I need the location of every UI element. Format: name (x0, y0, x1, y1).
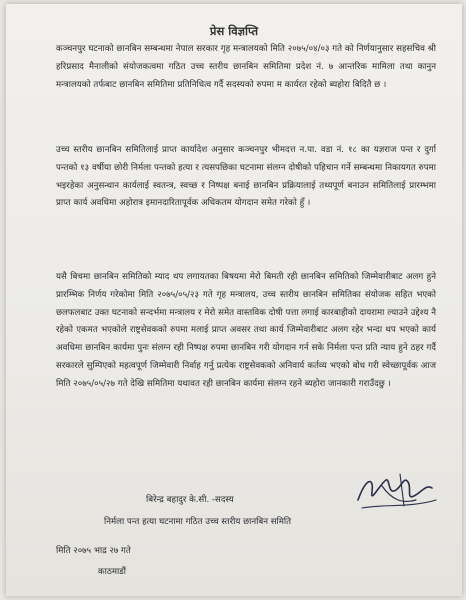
date-line: मिति २०७५ भाद्र २७ गते (56, 546, 131, 556)
place-name: काठमाडौं (98, 567, 127, 577)
document-title: प्रेस विज्ञप्ति (209, 24, 259, 38)
handwritten-signature (352, 470, 442, 514)
paragraph-2: उच्च स्तरीय छानबिन समितिलाई प्राप्त कार्यादेश अनुसार कञ्चनपुर भीमदत्त न.पा. वडा नं. १८ का यज्ञराज पन्त र दुर्गा पन्तको १३ वर्षीया छोरी निर्मला पन्तको हत्या र त्यसपछिका घटनामा संलग्न दोषीको पहिचान गर्ने सम्बन्धमा निकायगत रुपमा भइरहेका अनुसन्धान कार्यलाई स्वतन्त्र, स्वच्छ र निष्पक्ष बनाई छानबिन प्रक्रियालाई तथ्यपूर्ण बनाउन समितिलाई प्रारम्भमा प्राप्त कार्य अवधिमा अहोरात्र इमानदारितापूर्वक अधिकतम योगदान समेत गरेको हुँ । (56, 145, 436, 209)
paragraph-1: कञ्चनपुर घटनाको छानबिन सम्बन्धमा नेपाल सरकार गृह मन्त्रालयको मिति २०७५/०४/०३ गते को निर्णयानुसार सहसचिव श्री हरिप्रसाद मैनालीको संयोजकत्वमा गठित उच्च स्तरीय छानबिन समितिमा प्रदेश नं. ७ आन्तरिक मामिला तथा कानुन मन्त्रालयको तर्फबाट छानबिन समितिमा प्रतिनिधित्व गर्दै सदस्यको रुपमा म कार्यरत रहेको ब्यहोरा बिदितै छ । (56, 44, 436, 90)
document-page (6, 4, 462, 596)
signatory-name: बिरेन्द्र बहादुर के.सी. -सदस्य (146, 495, 234, 505)
paragraph-3: यसै बिचमा छानबिन समितिको म्याद थप लगायतका बिषयमा मेरो बिमती रही छानबिन समितिको जिम्मेवारीबाट अलग हुने प्रारम्भिक निर्णय गरेकोमा मिति २०७५/०५/२३ गते गृह मन्त्रालय, उच्च स्तरीय छानबिन समितिका संयोजक सहित भएको छलफलबाट उक्त घटनाको सन्दर्भमा मन्त्रालय र मेरो समेत वास्तविक दोषी पत्ता लगाई कारबाहीको दायरामा ल्याउने उद्देश्य नै रहेको एकमत भएकोले राष्ट्रसेवकको रुपमा मलाई प्राप्त अवसर तथा कार्य जिम्मेवारीबाट अलग रहेर भन्दा थप भएको कार्य अवधिमा छानबिन कार्यमा पुनः संलग्न रही निष्पक्ष रुपमा छानबिन गरी योगदान गर्न सके निर्मला पन्त प्रति न्याय हुने ठहर गर्दै सरकारले सुम्पिएको महत्वपूर्ण जिम्मेवारी निर्वाह गर्नु प्रत्येक राष्ट्रसेवकको अनिवार्य कर्तव्य भएको बोध गरी स्वेच्छापूर्वक आज मिति २०७५/०५/२७ गते देखि समितिमा यथावत रही छानबिन कार्यमा संलग्न रहने ब्यहोरा जानकारी गराउँदछु । (56, 272, 436, 389)
committee-name: निर्मला पन्त हत्या घटनामा गठित उच्च स्तरीय छानबिन समिति (104, 517, 292, 527)
